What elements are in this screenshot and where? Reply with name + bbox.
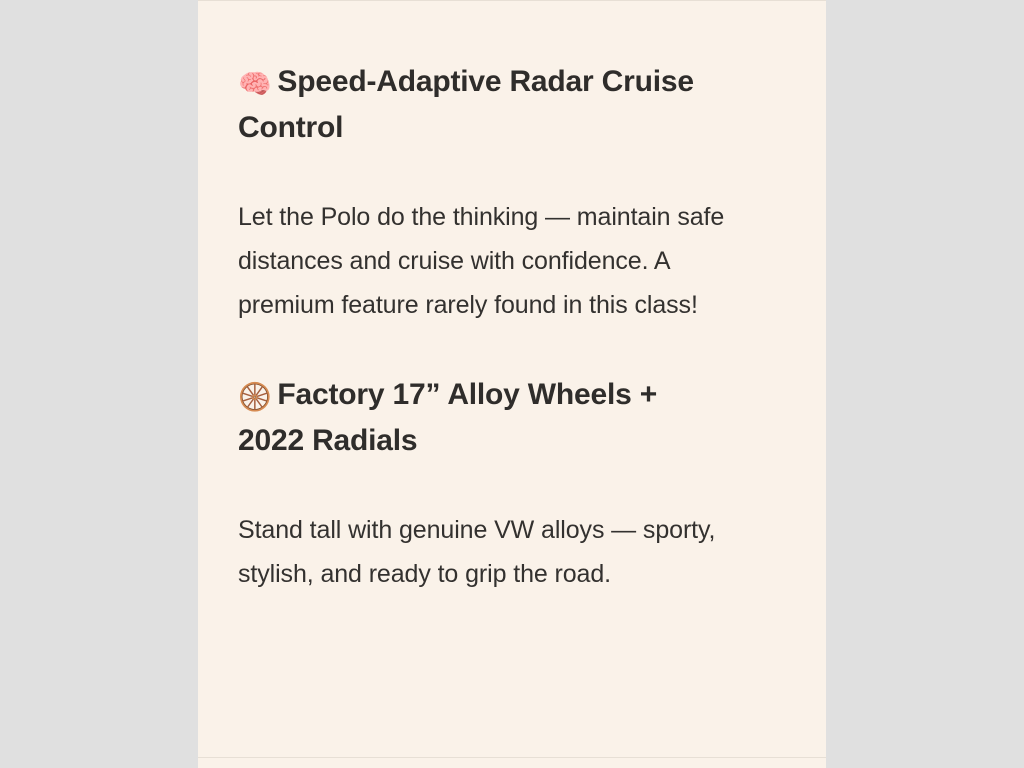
document-content <box>238 60 768 596</box>
spacer <box>238 327 768 373</box>
section-heading-2-text: Factory 17” Alloy Wheels + 2022 Radials <box>238 378 658 457</box>
section-heading-1-text: Speed-Adaptive Radar Cruise Control <box>238 65 694 144</box>
section-heading-1 <box>238 60 708 149</box>
top-divider <box>198 0 826 1</box>
spacer <box>238 149 768 195</box>
spacer <box>238 462 768 508</box>
section-body-2: Stand tall with genuine VW alloys — sporty, stylish, and ready to grip the road. <box>238 516 716 588</box>
bottom-divider <box>198 757 826 758</box>
brain-emoji: 🧠 <box>238 69 272 99</box>
section-heading-2 <box>238 373 708 462</box>
section-body-1: Let the Polo do the thinking — maintain safe distances and cruise with confidence. A premium feature rarely found in this class! <box>238 203 725 319</box>
document-page <box>198 0 826 768</box>
wheel-emoji: 🛞 <box>238 382 272 412</box>
